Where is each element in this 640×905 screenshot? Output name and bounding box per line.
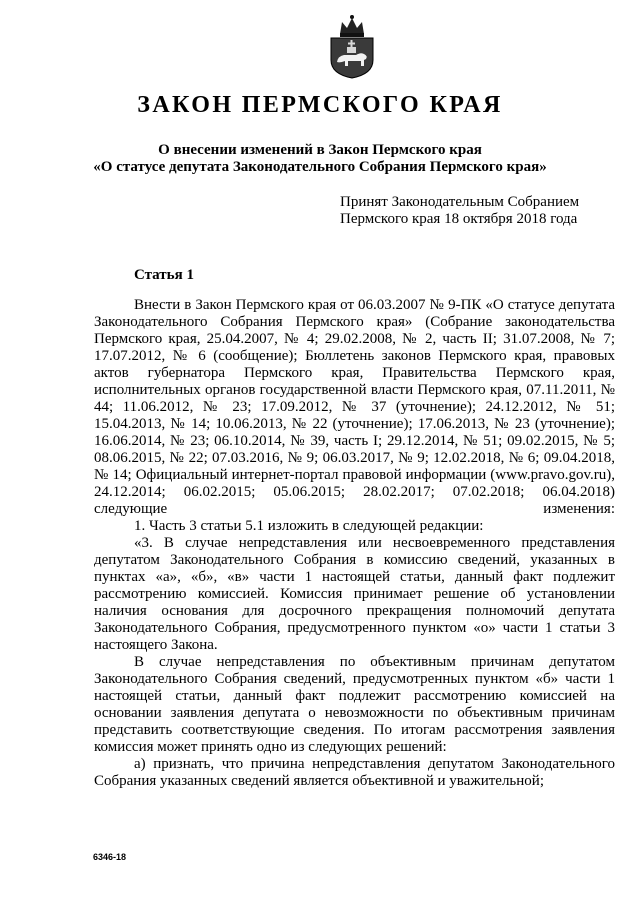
paragraph-new-part-3: «3. В случае непредставления или несвоевременного представления депутатом Законодательного Собрания в комиссию сведений, указанных в пунктах «а», «б», «в» части 1 настоящей статьи, данный факт подлежит рассмотрению комиссией. Комиссия принимает решение об установлении наличия основания для досрочного прекращения полномочий депутата Законодательного Собрания, предусмотренного пунктом «о» части 1 статьи 3 настоящего Закона.	[94, 535, 615, 653]
document-code: 6346-18	[93, 852, 127, 862]
paragraph-decision-a: а) признать, что причина непредставления депутатом Законодательного Собрания указанных сведений является объективной и уважительной;	[94, 756, 615, 789]
subtitle-line-2: «О статусе депутата Законодательного Собрания Пермского края»	[93, 159, 547, 175]
law-subtitle	[0, 142, 640, 176]
perm-krai-coat-of-arms-icon	[326, 14, 378, 80]
adoption-note	[340, 194, 579, 228]
subtitle-line-1: О внесении изменений в Закон Пермского края	[158, 142, 482, 158]
law-title: ЗАКОН ПЕРМСКОГО КРАЯ	[137, 92, 503, 118]
paragraph-objective-reasons: В случае непредставления по объективным причинам депутатом Законодательного Собрания сведений, предусмотренных пунктом «б» части 1 настоящей статьи, данный факт подлежит рассмотрению комиссией на основании заявления депутата о невозможности по объективным причинам представить соответствующие сведения. По итогам рассмотрения заявления комиссия может принять одно из следующих решений:	[94, 654, 615, 755]
adoption-line-2: Пермского края 18 октября 2018 года	[340, 211, 578, 227]
paragraph-item-1: 1. Часть 3 статьи 5.1 изложить в следующей редакции:	[134, 518, 484, 534]
paragraph-intro: Внести в Закон Пермского края от 06.03.2007 № 9-ПК «О статусе депутата Законодательного Собрания Пермского края» (Собрание законодательства Пермского края, 25.04.2007, № 4; 29.02.2008, № 2, часть II; 31.07.2008, № 7; 17.07.2012, № 6 (сообщение); Бюллетень законов Пермского края, правовых актов губернатора Пермского края, Правительства Пермского края, исполнительных органов государственной власти Пермского края, 07.11.2011, № 44; 11.06.2012, № 23; 17.09.2012, № 37 (уточнение); 24.12.2012, № 51; 15.04.2013, № 14; 10.06.2013, № 22 (уточнение); 17.06.2013, № 23 (уточнение); 16.06.2014, № 23; 06.10.2014, № 39, часть I; 29.12.2014, № 51; 09.02.2015, № 5; 08.06.2015, № 22; 07.03.2016, № 9; 06.03.2017, № 9; 12.02.2018, № 6; 09.04.2018, № 14; Официальный интернет-портал правовой информации (www.pravo.gov.ru), 24.12.2014; 06.02.2015; 05.06.2015; 28.02.2017; 07.02.2018; 06.04.2018) следующие изменения:	[94, 297, 615, 517]
article-heading: Статья 1	[134, 267, 194, 283]
adoption-line-1: Принят Законодательным Собранием	[340, 194, 580, 210]
article-body	[94, 297, 615, 790]
